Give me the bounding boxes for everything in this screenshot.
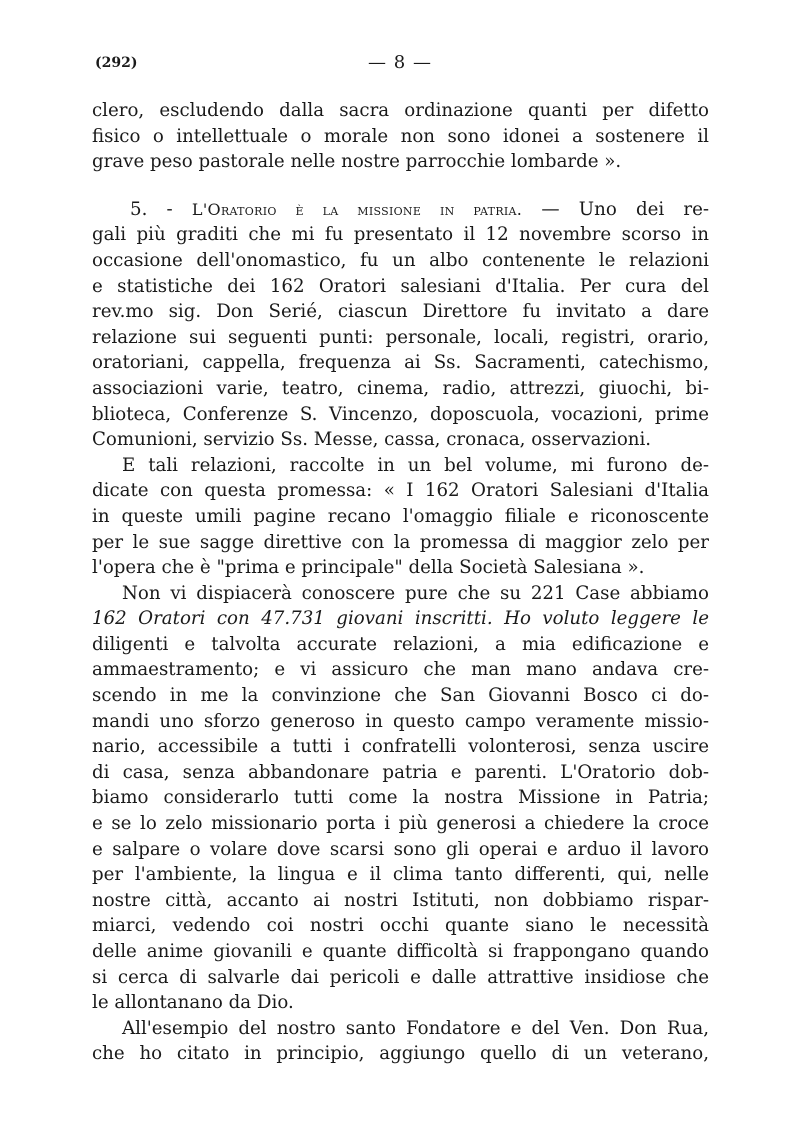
text-line: di casa, senza abbandonare patria e parenti. L'Oratorio dob- — [92, 761, 709, 783]
text-line: gali più graditi che mi fu presentato il 12 novembre scorso in — [92, 224, 709, 246]
paragraph — [92, 581, 709, 1016]
text-line: nario, accessibile a tutti i confratelli volonterosi, senza uscire — [92, 736, 709, 758]
text-line: le allontanano da Dio. — [92, 992, 294, 1014]
text-line: diligenti e talvolta accurate relazioni, a mia edificazione e — [92, 633, 709, 655]
text-line: clero, escludendo dalla sacra ordinazione quanti per difetto — [92, 100, 709, 121]
text-line: mandi uno sforzo generoso in questo campo veramente missio- — [92, 710, 709, 732]
text-line: relazione sui seguenti punti: personale, locali, registri, orario, — [92, 326, 709, 348]
text-line: grave peso pastorale nelle nostre parrocchie lombarde ». — [92, 151, 622, 173]
text-line: fisico o intellettuale o morale non sono idonei a sostenere il — [92, 125, 709, 147]
text-line: scendo in me la convinzione che San Giovanni Bosco ci do- — [92, 685, 709, 707]
text-line: occasione dell'onomastico, fu un albo contenente le relazioni — [92, 249, 709, 271]
text-line: e statistiche dei 162 Oratori salesiani d'Italia. Per cura del — [92, 275, 709, 297]
paragraph-gap — [92, 175, 709, 197]
text-line: in queste umili pagine recano l'omaggio filiale e riconoscente — [92, 505, 709, 527]
text-line: e se lo zelo missionario porta i più generosi a chiedere la croce — [92, 813, 709, 835]
text-line: blioteca, Conferenze S. Vincenzo, doposcuola, vocazioni, prime — [92, 403, 709, 425]
text-line: Non vi dispiacerà conoscere pure che su 221 Case abbiamo — [122, 582, 709, 604]
text-line: l'opera che è "prima e principale" della Società Salesiana ». — [92, 557, 645, 579]
running-head — [95, 52, 705, 76]
text-line: ammaestramento; e vi assicuro che man mano andava cre- — [92, 659, 709, 681]
text-line: che ho citato in principio, aggiungo quello di un veterano, — [92, 1043, 709, 1065]
text-line: Comunioni, servizio Ss. Messe, cassa, cronaca, osservazioni. — [92, 429, 652, 451]
text-line: All'esempio del nostro santo Fondatore e del Ven. Don Rua, — [122, 1017, 709, 1039]
text-line: delle anime giovanili e quante difficoltà si frappongano quando — [92, 941, 709, 962]
text-line: 162 Oratori con 47.731 giovani inscritti. Ho voluto leggere le — [92, 608, 709, 630]
text-line: per le sue sagge direttive con la promessa di maggior zelo per — [92, 531, 709, 553]
paragraph — [92, 197, 709, 453]
text-line: biamo considerarlo tutti come la nostra Missione in Patria; — [92, 787, 709, 809]
text-line: e salpare o volare dove scarsi sono gli operai e arduo il lavoro — [92, 838, 709, 860]
text-line: si cerca di salvarle dai pericoli e dalle attrattive insidiose che — [92, 966, 709, 988]
text-line: dicate con questa promessa: « I 162 Oratori Salesiani d'Italia — [92, 480, 709, 502]
text-line — [92, 197, 709, 223]
text-line: associazioni varie, teatro, cinema, radio, attrezzi, giuochi, bi- — [92, 377, 709, 399]
body-text — [92, 98, 709, 1067]
paragraph — [92, 453, 709, 581]
paragraph — [92, 98, 709, 175]
text-line-rest: — Uno dei re- — [522, 198, 709, 220]
page-reference: (292) — [95, 55, 138, 71]
paragraph — [92, 1016, 709, 1067]
text-line: rev.mo sig. Don Serié, ciascun Direttore fu invitato a dare — [92, 301, 709, 323]
text-line: nostre città, accanto ai nostri Istituti, non dobbiamo rispar- — [92, 889, 709, 911]
page-number: — 8 — — [368, 52, 432, 73]
text-line: per l'ambiente, la lingua e il clima tanto differenti, qui, nelle — [92, 864, 709, 886]
section-number: 5. - — [130, 198, 192, 220]
section-title: L'Oratorio è la missione in patria. — [191, 199, 523, 219]
text-line: oratoriani, cappella, frequenza ai Ss. Sacramenti, catechismo, — [92, 352, 709, 374]
text-line: E tali relazioni, raccolte in un bel volume, mi furono de- — [122, 454, 709, 476]
text-line: miarci, vedendo coi nostri occhi quante siano le necessità — [92, 915, 709, 937]
